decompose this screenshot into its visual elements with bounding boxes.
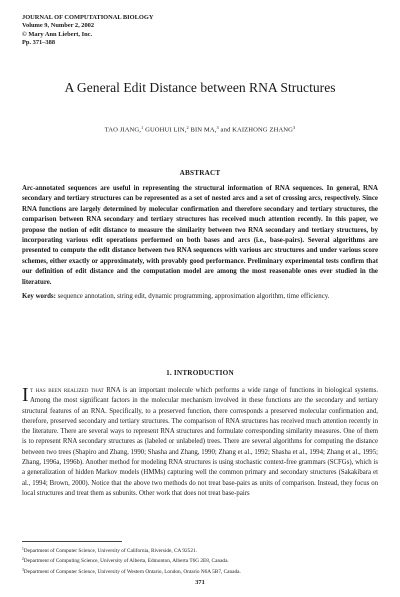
keywords-label: Key words: [22, 293, 56, 300]
footnote-text: Department of Computer Science, University of California, Riverside, CA 92521. [23, 548, 197, 554]
introduction-lead: t has been realized that [30, 387, 104, 394]
journal-header [22, 14, 153, 47]
keywords [22, 292, 378, 302]
footnote-mark: 2 [22, 557, 24, 562]
journal-volume: Volume 9, Number 2, 2002 [22, 22, 95, 30]
footnote [22, 566, 378, 576]
affiliation-mark: 3 [293, 125, 296, 130]
footnote-text: Department of Computing Science, University of Alberta, Edmonton, Alberta T6G 2E8, Canada. [23, 558, 229, 565]
author-list [0, 125, 400, 134]
footnote [22, 545, 378, 555]
journal-pages: Pp. 371–388 [22, 38, 56, 46]
affiliation-mark: 1 [141, 125, 144, 130]
author-name: TAO JIANG, [104, 126, 142, 134]
footnote-mark: 1 [22, 547, 24, 551]
footnotes [22, 545, 378, 576]
page-number: 371 [195, 579, 205, 586]
paper-title: A General Edit Distance between RNA Structures [64, 80, 336, 95]
footnote [22, 555, 378, 565]
drop-cap: I [22, 385, 29, 406]
footnote-rule [22, 541, 122, 542]
abstract-body: Arc-annotated sequences are useful in representing the structural information of RNA sequences. In general, RNA secondary and tertiary structures can be represented as a set of nested arcs and a set of crossing arcs, respectively. Since RNA functions are largely determined by molecular confirmation and therefore secondary and tertiary structures, the comparison between RNA secondary and tertiary structures has received much attention recently. In this paper, we propose the notion of edit distance to measure the similarity between two RNA secondary and tertiary structures, by incorporating various edit operations performed on both bases and arcs (i.e., base-pairs). Several algorithms are presented to compute the edit distance between two RNA sequences with various arc structures and under various score schemes, either exactly or approximately, with provably good performance. Preliminary experimental tests confirm that our definition of edit distance and the computation model are among the most reasonable ones ever studied in the literature. [22, 185, 378, 286]
author-name: and KAIZHONG ZHANG [218, 126, 294, 134]
author-name: GUOHUI LIN, [143, 126, 187, 134]
affiliation-mark: 3 [216, 125, 219, 130]
introduction-body [22, 386, 378, 499]
journal-name: JOURNAL OF COMPUTATIONAL BIOLOGY [22, 14, 154, 21]
keywords-text: sequence annotation, string edit, dynamic programming, approximation algorithm, time efficiency. [55, 293, 330, 300]
introduction-text: RNA is an important molecule which performs a wide range of functions in biological systems. Among the most significant factors in the molecular mechanism involved in these functions are the secondary and tertiary structural features of an RNA. Specifically, to a preserved function, there corresponds a preserved molecular confirmation and, therefore, preserved secondary and tertiary structures. The comparison of RNA structures has received much attention recently in the literature. There are several ways to represent RNA structures and formulate corresponding similarity measures. One of them is to represent RNA secondary structures as (labeled or unlabeled) trees. There are several algorithms for computing the distance between two trees (Shapiro and Zhang, 1990; Shasha and Zhang, 1990; Zhang et al., 1992; Shasha et al., 1994; Zhang et al., 1995; Zhang, 1996a, 1996b). Another method for modeling RNA structures is using stochastic context-free grammars (SCFGs), which is a generalization of hidden Markov models (HMMs) capturing well the common primary and secondary structures (Sakakibara et al., 1994; Brown, 2000). Notice that the above two methods do not treat base-pairs as units of comparison. Instead, they focus on local structures and treat them as subunits. Other work that does not treat base-pairs [22, 387, 378, 497]
footnote-text: Department of Computer Science, University of Western Ontario, London, Ontario N6A 5B7, Canada. [23, 568, 241, 575]
abstract-heading: ABSTRACT [179, 169, 221, 177]
journal-copyright: © Mary Ann Liebert, Inc. [22, 30, 93, 38]
author-name: BIN MA, [188, 126, 217, 134]
footnote-mark: 3 [22, 567, 24, 572]
affiliation-mark: 2 [186, 125, 189, 130]
introduction-heading: 1. INTRODUCTION [166, 369, 234, 377]
